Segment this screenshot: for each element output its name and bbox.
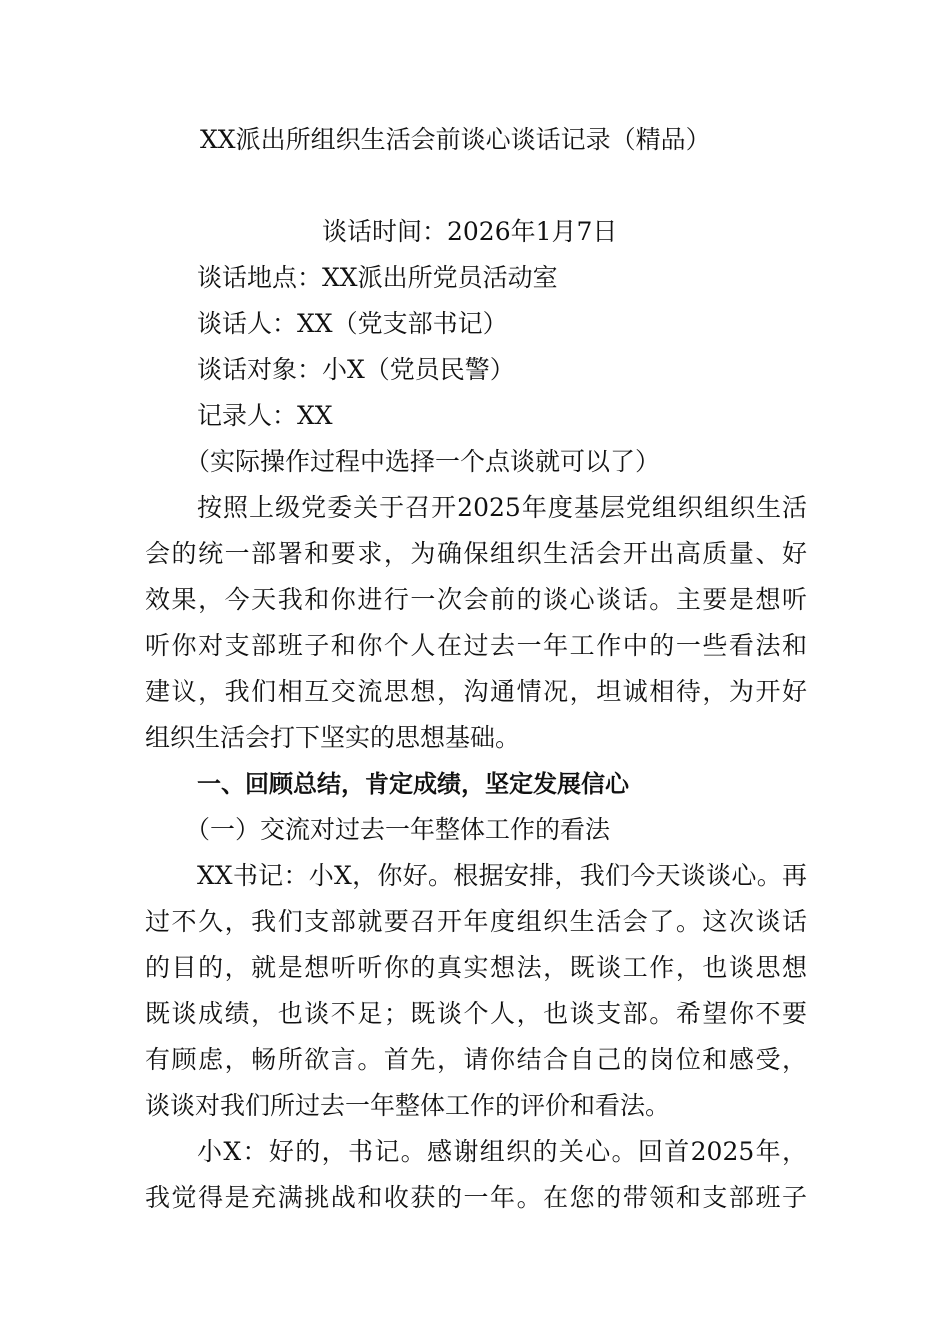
secretary-line: 既谈成绩，也谈不足；既谈个人，也谈支部。希望你不要 xyxy=(145,999,807,1028)
intro-line: 效果，今天我和你进行一次会前的谈心谈话。主要是想听 xyxy=(145,585,807,614)
intro-line: 听你对支部班子和你个人在过去一年工作中的一些看法和 xyxy=(145,631,807,660)
subsection-heading: （一）交流对过去一年整体工作的看法 xyxy=(185,815,611,844)
section-heading: 一、回顾总结，肯定成绩，坚定发展信心 xyxy=(197,770,629,798)
meeting-recorder: 记录人：XX xyxy=(197,401,333,430)
secretary-line: 有顾虑，畅所欲言。首先，请你结合自己的岗位和感受， xyxy=(145,1045,807,1074)
usage-note: （实际操作过程中选择一个点谈就可以了） xyxy=(185,447,661,476)
intro-line: 组织生活会打下坚实的思想基础。 xyxy=(145,723,521,752)
meeting-place: 谈话地点：XX派出所党员活动室 xyxy=(197,263,558,292)
intro-line: 会的统一部署和要求，为确保组织生活会开出高质量、好 xyxy=(145,539,807,568)
reply-line: 我觉得是充满挑战和收获的一年。在您的带领和支部班子 xyxy=(145,1183,807,1212)
intro-line: 按照上级党委关于召开2025年度基层党组织组织生活 xyxy=(197,493,807,522)
meeting-subject: 谈话对象：小X（党员民警） xyxy=(197,355,515,384)
intro-line: 建议，我们相互交流思想，沟通情况，坦诚相待，为开好 xyxy=(145,677,807,706)
document-title: XX派出所组织生活会前谈心谈话记录（精品） xyxy=(200,125,711,154)
secretary-line: 的目的，就是想听听你的真实想法，既谈工作，也谈思想 xyxy=(145,953,807,982)
secretary-line: 过不久，我们支部就要召开年度组织生活会了。这次谈话 xyxy=(145,907,807,936)
reply-line: 小X：好的，书记。感谢组织的关心。回首2025年， xyxy=(197,1137,807,1166)
secretary-line: 谈谈对我们所过去一年整体工作的评价和看法。 xyxy=(145,1091,671,1120)
document-page xyxy=(145,117,807,1221)
meeting-speaker: 谈话人：XX（党支部书记） xyxy=(197,309,508,338)
blank-line xyxy=(145,163,807,209)
secretary-line: XX书记：小X，你好。根据安排，我们今天谈谈心。再 xyxy=(197,861,807,890)
meeting-time: 谈话时间：2026年1月7日 xyxy=(322,217,618,246)
